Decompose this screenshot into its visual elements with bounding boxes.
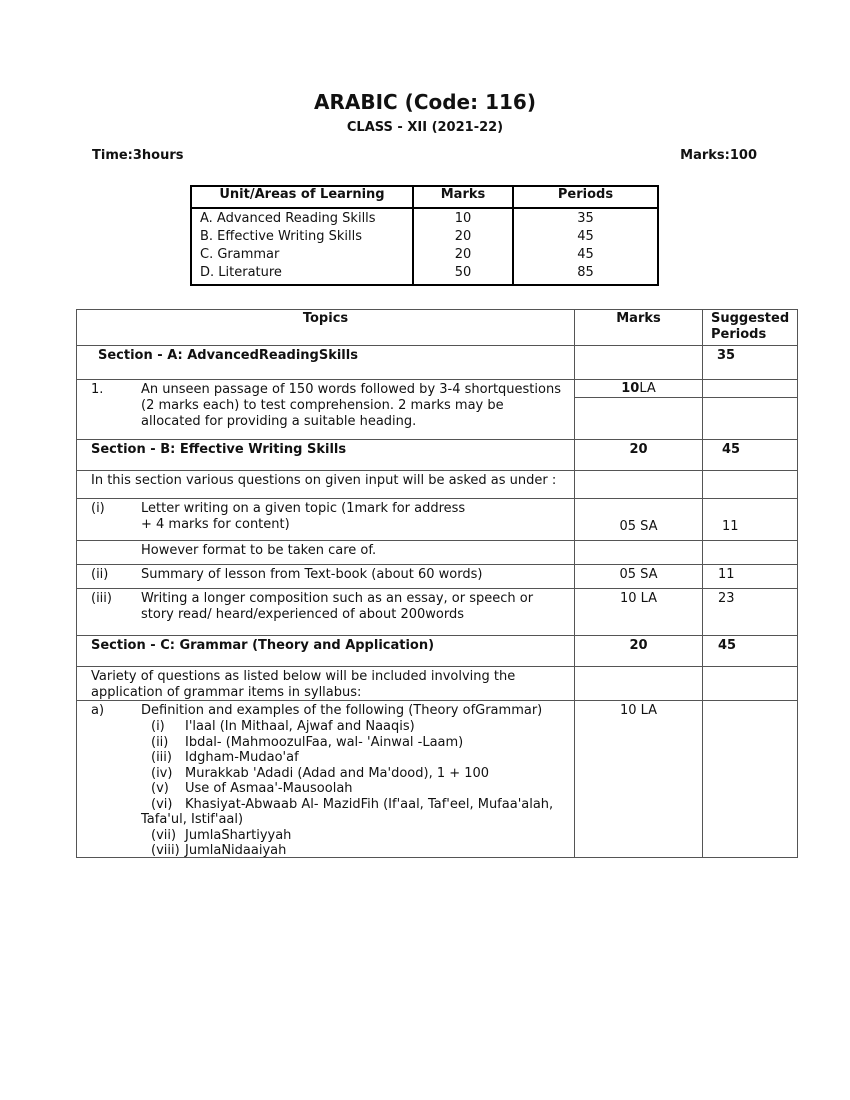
item-1-marks-type: LA [639,381,656,396]
summary-unit: D. Literature [200,265,282,280]
summary-header-row [192,187,657,209]
item-b1-marks: 05 SA [575,499,703,540]
item-c1-subtext: JumlaShartiyyah [185,827,292,843]
header-periods-line2: Periods [711,327,767,342]
item-b2-periods: 11 [718,567,735,582]
item-b1-number: (i) [91,501,105,516]
header-periods-line1: Suggested [711,311,790,326]
summary-unit: C. Grammar [200,247,280,262]
item-1-line: An unseen passage of 150 words followed by 3-4 shortquestions [141,382,561,397]
item-c1-subitem [151,843,566,859]
section-c-intro-line: application of grammar items in syllabus: [91,685,362,700]
item-c1-subtext: Idgham-Mudao'af [185,750,299,765]
summary-marks-column [414,209,514,284]
section-b-intro-marks [575,471,703,498]
summary-unit-column [192,209,414,284]
section-c-row [77,636,797,667]
item-b2-row [77,565,797,589]
section-a-periods: 35 [717,348,736,363]
summary-unit: A. Advanced Reading Skills [200,211,376,226]
item-c1-periods [703,701,797,857]
page-title: ARABIC (Code: 116) [314,90,536,114]
item-b2-number: (ii) [91,567,109,582]
item-c1-subtext: Ibdal- (MahmoozulFaa, wal- 'Ainwal -Laam) [185,734,464,750]
item-c1-subtext: Murakkab 'Adadi (Adad and Ma'dood), 1 + 100 [185,765,490,781]
item-b1-note-row [77,541,797,565]
item-1-line: (2 marks each) to test comprehension. 2 marks may be [141,398,504,413]
item-c1-subitem [151,797,566,813]
item-c1-subitem [151,719,566,735]
summary-marks: 10 [454,211,472,226]
section-c-title: Section - C: Grammar (Theory and Application) [77,636,575,666]
item-b1-note-periods [703,541,797,564]
section-b-intro-row [77,471,797,499]
item-1-marks-number: 10 [621,381,640,396]
section-b-row [77,440,797,471]
section-c-intro-marks [575,667,703,700]
item-b3-line: Writing a longer composition such as an essay, or speech or [141,591,534,606]
time-label: Time:3hours [92,148,184,163]
item-1-number: 1. [91,382,104,397]
section-b-intro-periods [703,471,797,498]
summary-periods: 45 [577,247,594,262]
item-b1-line: + 4 marks for content) [141,517,290,532]
section-a-title: Section - A: AdvancedReadingSkills [77,346,575,379]
item-b3-row [77,589,797,636]
marks-label: Marks:100 [680,148,757,163]
item-b2-topic [77,565,575,588]
item-b3-periods: 23 [718,591,735,606]
summary-table [190,185,659,286]
summary-marks: 50 [454,265,472,280]
summary-marks: 20 [454,247,472,262]
page-subtitle: CLASS - XII (2021-22) [346,120,504,135]
section-a-marks [575,346,703,379]
summary-periods: 35 [577,211,594,226]
section-b-periods: 45 [722,442,741,457]
summary-header-unit: Unit/Areas of Learning [192,187,414,207]
summary-unit: B. Effective Writing Skills [200,229,362,244]
item-c1-roman: (iii) [151,750,172,765]
item-c1-roman: (viii) [151,843,180,858]
summary-marks: 20 [454,229,472,244]
item-c1-continuation: Tafa'ul, Istif'aal) [141,812,244,827]
item-c1-roman: (ii) [151,734,169,750]
item-1-periods [703,380,797,439]
item-b1-note-marks [575,541,703,564]
item-c1-subitem [151,766,566,782]
section-c-periods: 45 [718,638,737,653]
item-c1-subtext: I'laal (In Mithaal, Ajwaf and Naaqis) [185,719,415,734]
section-c-intro [77,667,575,700]
item-1-line: allocated for providing a suitable heading. [141,414,417,429]
summary-periods-column [514,209,657,284]
header-periods [703,310,797,345]
summary-header-periods: Periods [557,187,614,202]
section-c-intro-row [77,667,797,701]
item-c1-marks: 10 LA [575,701,703,857]
item-b1-topic [77,499,575,540]
item-b1-periods: 11 [722,519,739,534]
item-c1-heading: Definition and examples of the following (Theory ofGrammar) [141,703,543,718]
item-1-marks [575,380,703,439]
section-b-marks: 20 [575,440,703,470]
item-b3-topic [77,589,575,635]
item-b3-line: story read/ heard/experienced of about 200words [141,607,465,622]
item-b1-note: However format to be taken care of. [141,543,377,558]
item-b2-marks: 05 SA [575,565,703,588]
item-b2-text: Summary of lesson from Text-book (about 60 words) [141,567,483,582]
section-c-intro-line: Variety of questions as listed below will be included involving the [91,669,516,684]
item-c1-subtext: Khasiyat-Abwaab Al- MazidFih (If'aal, Taf'eel, Mufaa'alah, [185,796,554,812]
section-a-row [77,346,797,380]
item-c1-roman: (iv) [151,765,173,781]
item-c1-topic [77,701,575,857]
item-1-periods-cell [703,380,797,398]
syllabus-table [76,309,798,858]
item-c1-subtext: Use of Asmaa'-Mausoolah [185,781,353,796]
item-b3-marks: 10 LA [575,589,703,635]
header-marks: Marks [575,310,703,345]
header-topics: Topics [77,310,575,345]
item-c1-row [77,701,797,857]
item-c1-subtext: JumlaNidaaiyah [185,843,287,858]
summary-body [192,209,657,284]
item-c1-subitem [151,750,566,766]
item-b3-number: (iii) [91,591,112,606]
item-c1-subitem [151,828,566,844]
item-1-topic [77,380,575,439]
section-c-intro-periods [703,667,797,700]
summary-periods: 85 [577,265,594,280]
section-c-marks: 20 [575,636,703,666]
summary-periods: 45 [577,229,594,244]
item-c1-roman: (vii) [151,827,177,843]
section-b-title: Section - B: Effective Writing Skills [77,440,575,470]
section-b-intro: In this section various questions on given input will be asked as under : [77,471,575,498]
syllabus-header-row [77,310,797,346]
item-c1-roman: (v) [151,781,169,796]
item-c1-roman: (i) [151,719,165,734]
item-1-row [77,380,797,440]
item-c1-number: a) [91,703,105,718]
item-1-marks-value [575,380,702,398]
item-c1-subitem [151,735,566,751]
item-b1-line: Letter writing on a given topic (1mark for address [141,501,466,516]
item-b1-note-topic [77,541,575,564]
summary-header-marks: Marks [414,187,514,207]
item-b1-row [77,499,797,541]
item-c1-subitem [151,781,566,797]
item-c1-roman: (vi) [151,796,173,812]
